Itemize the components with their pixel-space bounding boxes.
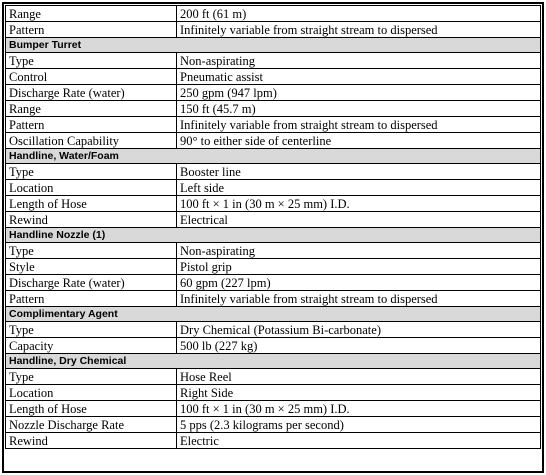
spec-label-cell: Range — [6, 101, 177, 117]
spec-value-cell: Electrical — [177, 212, 541, 228]
table-row — [6, 369, 541, 385]
spec-label-cell: Rewind — [6, 212, 177, 228]
table-row — [6, 385, 541, 401]
spec-value-cell: Hose Reel — [177, 369, 541, 385]
spec-label-cell: Rewind — [6, 433, 177, 449]
section-title: Handline, Water/Foam — [6, 149, 541, 164]
section-title: Handline Nozzle (1) — [6, 228, 541, 243]
table-row — [6, 69, 541, 85]
spec-value-cell: Pneumatic assist — [177, 69, 541, 85]
table-row — [6, 275, 541, 291]
table-row — [6, 117, 541, 133]
section-header-row — [6, 228, 541, 243]
table-row — [6, 322, 541, 338]
spec-label-cell: Type — [6, 164, 177, 180]
table-row — [6, 433, 541, 449]
spec-label-cell: Length of Hose — [6, 401, 177, 417]
section-title: Handline, Dry Chemical — [6, 354, 541, 369]
spec-value-cell: Right Side — [177, 385, 541, 401]
spec-value-cell: 200 ft (61 m) — [177, 6, 541, 22]
spec-label-cell: Range — [6, 6, 177, 22]
spec-value-cell: 100 ft × 1 in (30 m × 25 mm) I.D. — [177, 196, 541, 212]
table-row — [6, 401, 541, 417]
spec-value-cell: Left side — [177, 180, 541, 196]
spec-label-cell: Discharge Rate (water) — [6, 85, 177, 101]
spec-label-cell: Style — [6, 259, 177, 275]
spec-label-cell: Nozzle Discharge Rate — [6, 417, 177, 433]
table-row — [6, 196, 541, 212]
spec-value-cell: Pistol grip — [177, 259, 541, 275]
spec-value-cell: Electric — [177, 433, 541, 449]
spec-value-cell: Non-aspirating — [177, 53, 541, 69]
spec-value-cell: Infinitely variable from straight stream to dispersed — [177, 117, 541, 133]
table-row — [6, 417, 541, 433]
table-row — [6, 243, 541, 259]
spec-value-cell: Infinitely variable from straight stream to dispersed — [177, 291, 541, 307]
table-row — [6, 259, 541, 275]
table-row — [6, 164, 541, 180]
spec-value-cell: 90° to either side of centerline — [177, 133, 541, 149]
spec-label-cell: Location — [6, 180, 177, 196]
table-row — [6, 101, 541, 117]
spec-label-cell: Capacity — [6, 338, 177, 354]
spec-value-cell: Non-aspirating — [177, 243, 541, 259]
section-header-row — [6, 149, 541, 164]
section-title: Bumper Turret — [6, 38, 541, 53]
spec-label-cell: Type — [6, 243, 177, 259]
table-row — [6, 53, 541, 69]
spec-label-cell: Location — [6, 385, 177, 401]
specifications-table — [5, 5, 541, 449]
table-row — [6, 291, 541, 307]
spec-label-cell: Type — [6, 322, 177, 338]
spec-label-cell: Length of Hose — [6, 196, 177, 212]
spec-label-cell: Control — [6, 69, 177, 85]
table-row — [6, 6, 541, 22]
table-row — [6, 22, 541, 38]
spec-value-cell: 500 lb (227 kg) — [177, 338, 541, 354]
spec-label-cell: Pattern — [6, 117, 177, 133]
spec-value-cell: Infinitely variable from straight stream to dispersed — [177, 22, 541, 38]
table-row — [6, 180, 541, 196]
spec-value-cell: Booster line — [177, 164, 541, 180]
spec-value-cell: 60 gpm (227 lpm) — [177, 275, 541, 291]
spec-value-cell: 100 ft × 1 in (30 m × 25 mm) I.D. — [177, 401, 541, 417]
table-row — [6, 338, 541, 354]
table-row — [6, 133, 541, 149]
spec-label-cell: Oscillation Capability — [6, 133, 177, 149]
section-header-row — [6, 354, 541, 369]
spec-label-cell: Type — [6, 53, 177, 69]
table-row — [6, 85, 541, 101]
section-header-row — [6, 38, 541, 53]
section-title: Complimentary Agent — [6, 307, 541, 322]
spec-value-cell: 250 gpm (947 lpm) — [177, 85, 541, 101]
spec-label-cell: Type — [6, 369, 177, 385]
spec-label-cell: Pattern — [6, 291, 177, 307]
specifications-table-body — [6, 6, 541, 449]
spec-value-cell: Dry Chemical (Potassium Bi-carbonate) — [177, 322, 541, 338]
spec-label-cell: Discharge Rate (water) — [6, 275, 177, 291]
table-row — [6, 212, 541, 228]
spec-value-cell: 150 ft (45.7 m) — [177, 101, 541, 117]
spec-value-cell: 5 pps (2.3 kilograms per second) — [177, 417, 541, 433]
spec-label-cell: Pattern — [6, 22, 177, 38]
section-header-row — [6, 307, 541, 322]
